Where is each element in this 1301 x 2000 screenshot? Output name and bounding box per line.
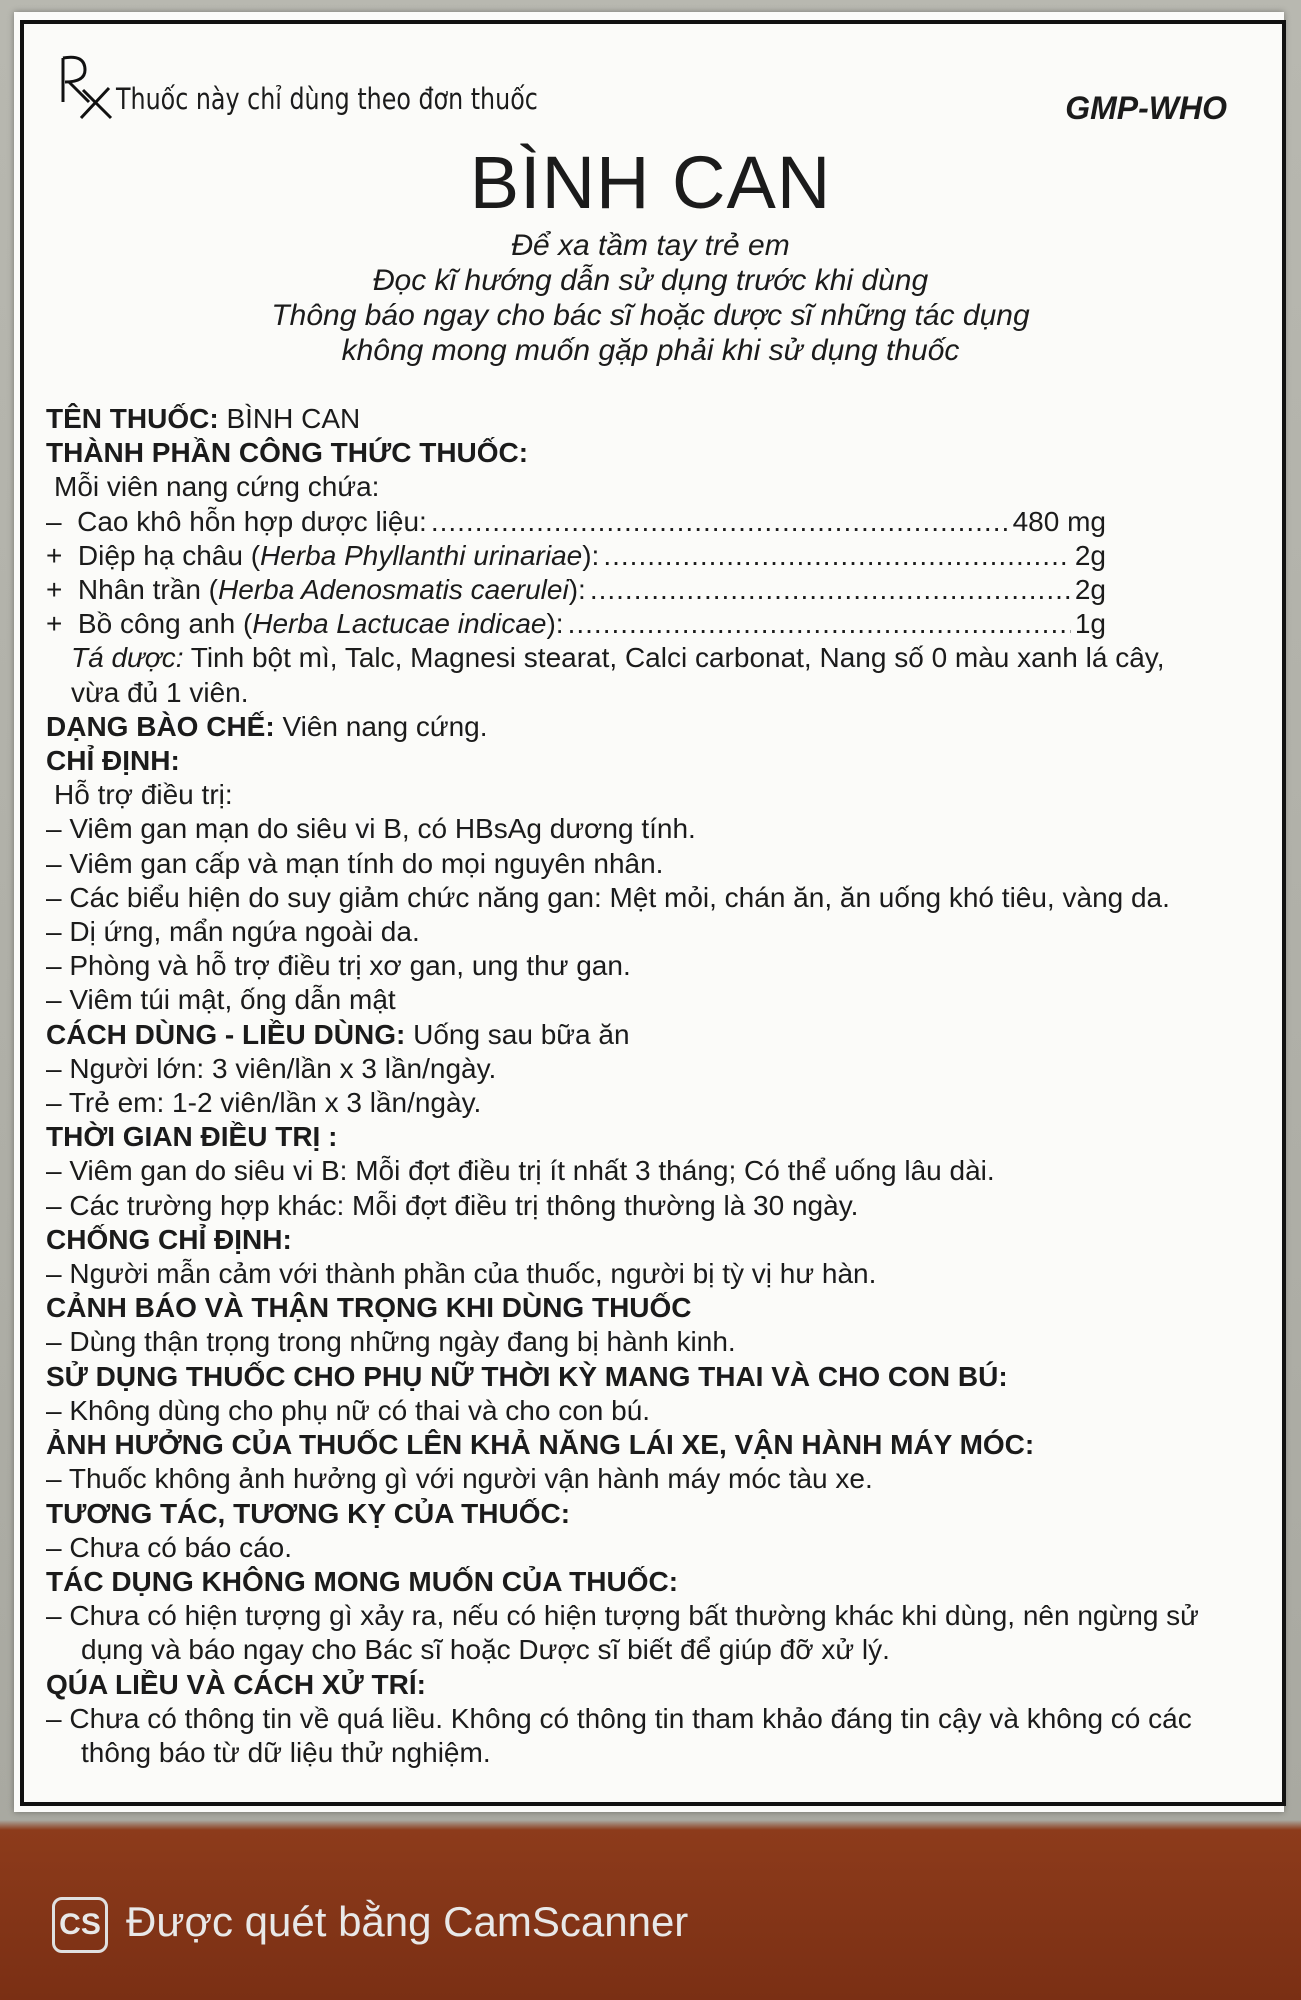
rx-icon xyxy=(55,52,121,122)
ingredient-amount: 2g xyxy=(1074,574,1106,606)
ingredient-row xyxy=(46,505,1106,539)
contraindications-heading: CHỐNG CHỈ ĐỊNH: xyxy=(46,1223,292,1255)
usage-label: CÁCH DÙNG - LIỀU DÙNG: xyxy=(46,1018,406,1050)
list-item: – Chưa có thông tin về quá liều. Không có thông tin tham khảo đáng tin cậy và không có các thông báo từ dữ liệu thử nghiệm. xyxy=(46,1702,1192,1768)
gmp-badge: GMP-WHO xyxy=(1065,90,1227,126)
excipient-text-continued: vừa đủ 1 viên. xyxy=(71,676,249,708)
list-item: – Viêm gan do siêu vi B: Mỗi đợt điều trị ít nhất 3 tháng; Có thể uống lâu dài. xyxy=(46,1155,995,1187)
ingredient-name: Bồ công anh ( xyxy=(77,608,253,640)
ingredient-prefix: – xyxy=(46,505,62,537)
dosage-form-label: DẠNG BÀO CHẾ: xyxy=(46,710,275,742)
composition-intro: Mỗi viên nang cứng chứa: xyxy=(54,471,380,503)
camscanner-watermark: Được quét bằng CamScanner xyxy=(126,1898,689,1945)
indications-heading: CHỈ ĐỊNH: xyxy=(46,745,180,777)
ingredient-prefix: + xyxy=(46,608,63,640)
list-item: – Các biểu hiện do suy giảm chức năng gan: Mệt mỏi, chán ăn, ăn uống khó tiêu, vàng da. xyxy=(46,881,1170,913)
list-item: – Chưa có hiện tượng gì xảy ra, nếu có hiện tượng bất thường khác khi dùng, nên ngừng sử dụng và báo ngay cho Bác sĩ hoặc Dược sĩ biết để giúp đỡ xử lý. xyxy=(46,1600,1199,1666)
side-effects-heading: TÁC DỤNG KHÔNG MONG MUỐN CỦA THUỐC: xyxy=(46,1565,679,1597)
safety-warnings xyxy=(0,228,1301,368)
ingredient-row xyxy=(46,539,1106,573)
list-item: – Trẻ em: 1-2 viên/lần x 3 lần/ngày. xyxy=(46,1087,482,1119)
ingredient-latin: Herba Lactucae indicae xyxy=(252,608,547,640)
warning-line: Thông báo ngay cho bác sĩ hoặc dược sĩ những tác dụng xyxy=(271,299,1030,332)
dosage-form-row xyxy=(46,710,1256,744)
drug-name-label: TÊN THUỐC: xyxy=(46,403,219,434)
list-item: – Thuốc không ảnh hưởng gì với người vận hành máy móc tàu xe. xyxy=(46,1463,873,1495)
excipient-text: Tinh bột mì, Talc, Magnesi stearat, Calci carbonat, Nang số 0 màu xanh lá cây, xyxy=(190,642,1165,674)
ingredient-name: Nhân trần ( xyxy=(77,574,218,606)
ingredient-prefix: + xyxy=(46,539,63,571)
leader-dots xyxy=(603,539,1071,573)
usage-value: Uống sau bữa ăn xyxy=(413,1018,630,1050)
interactions-heading: TƯƠNG TÁC, TƯƠNG KỴ CỦA THUỐC: xyxy=(46,1497,571,1529)
pregnancy-heading: SỬ DỤNG THUỐC CHO PHỤ NỮ THỜI KỲ MANG THAI VÀ CHO CON BÚ: xyxy=(46,1360,1008,1392)
ingredient-latin: Herba Phyllanthi urinariae xyxy=(260,539,583,571)
list-item: – Chưa có báo cáo. xyxy=(46,1531,293,1563)
leader-dots xyxy=(568,607,1071,641)
list-item: – Người lớn: 3 viên/lần x 3 lần/ngày. xyxy=(46,1052,497,1084)
ingredient-list xyxy=(46,505,1106,642)
ingredient-prefix: + xyxy=(46,574,63,606)
usage-row xyxy=(46,1018,1256,1052)
driving-heading: ẢNH HƯỞNG CỦA THUỐC LÊN KHẢ NĂNG LÁI XE, VẬN HÀNH MÁY MÓC: xyxy=(46,1429,1035,1461)
list-item: – Phòng và hỗ trợ điều trị xơ gan, ung thư gan. xyxy=(46,950,631,982)
list-item: – Các trường hợp khác: Mỗi đợt điều trị thông thường là 30 ngày. xyxy=(46,1189,859,1221)
drug-name-value: BÌNH CAN xyxy=(226,403,361,434)
warning-line: không mong muốn gặp phải khi sử dụng thuốc xyxy=(341,334,960,367)
ingredient-row xyxy=(46,607,1106,641)
ingredient-suffix: ): xyxy=(582,539,600,571)
warnings-heading: CẢNH BÁO VÀ THẬN TRỌNG KHI DÙNG THUỐC xyxy=(46,1292,692,1324)
page-title: BÌNH CAN xyxy=(469,141,832,224)
excipient-row xyxy=(46,641,1256,675)
list-item: – Dị ứng, mẩn ngứa ngoài da. xyxy=(46,916,420,948)
ingredient-amount: 2g xyxy=(1074,539,1106,571)
ingredient-amount: 1g xyxy=(1074,608,1106,640)
ingredient-amount: 480 mg xyxy=(1012,505,1106,537)
indications-intro: Hỗ trợ điều trị: xyxy=(54,779,233,811)
warning-line: Để xa tầm tay trẻ em xyxy=(511,229,790,262)
leader-dots xyxy=(431,505,1009,539)
drug-name-row xyxy=(46,402,1256,436)
warning-line: Đọc kĩ hướng dẫn sử dụng trước khi dùng xyxy=(372,264,929,297)
leaflet-body xyxy=(46,402,1256,1770)
excipient-label: Tá dược: xyxy=(71,642,184,674)
list-item: – Viêm gan cấp và mạn tính do mọi nguyên nhân. xyxy=(46,847,664,879)
dosage-form-value: Viên nang cứng. xyxy=(282,710,488,742)
duration-heading: THỜI GIAN ĐIỀU TRỊ : xyxy=(46,1121,338,1153)
ingredient-name: Cao khô hỗn hợp dược liệu: xyxy=(77,505,427,537)
overdose-heading: QÚA LIỀU VÀ CÁCH XỬ TRÍ: xyxy=(46,1668,426,1700)
list-item: – Người mẫn cảm với thành phần của thuốc, người bị tỳ vị hư hàn. xyxy=(46,1258,877,1290)
camscanner-logo-icon: CS xyxy=(52,1897,108,1953)
composition-heading: THÀNH PHẦN CÔNG THỨC THUỐC: xyxy=(46,437,529,469)
prescription-note: Thuốc này chỉ dùng theo đơn thuốc xyxy=(116,82,538,116)
list-item: – Dùng thận trọng trong những ngày đang bị hành kinh. xyxy=(46,1326,736,1358)
list-item: – Không dùng cho phụ nữ có thai và cho con bú. xyxy=(46,1394,651,1426)
list-item: – Viêm túi mật, ống dẫn mật xyxy=(46,984,396,1016)
ingredient-row xyxy=(46,573,1106,607)
ingredient-suffix: ): xyxy=(568,574,586,606)
ingredient-name: Diệp hạ châu ( xyxy=(77,539,261,571)
leader-dots xyxy=(590,573,1071,607)
ingredient-latin: Herba Adenosmatis caerulei xyxy=(218,574,569,606)
ingredient-suffix: ): xyxy=(546,608,564,640)
list-item: – Viêm gan mạn do siêu vi B, có HBsAg dương tính. xyxy=(46,813,696,845)
